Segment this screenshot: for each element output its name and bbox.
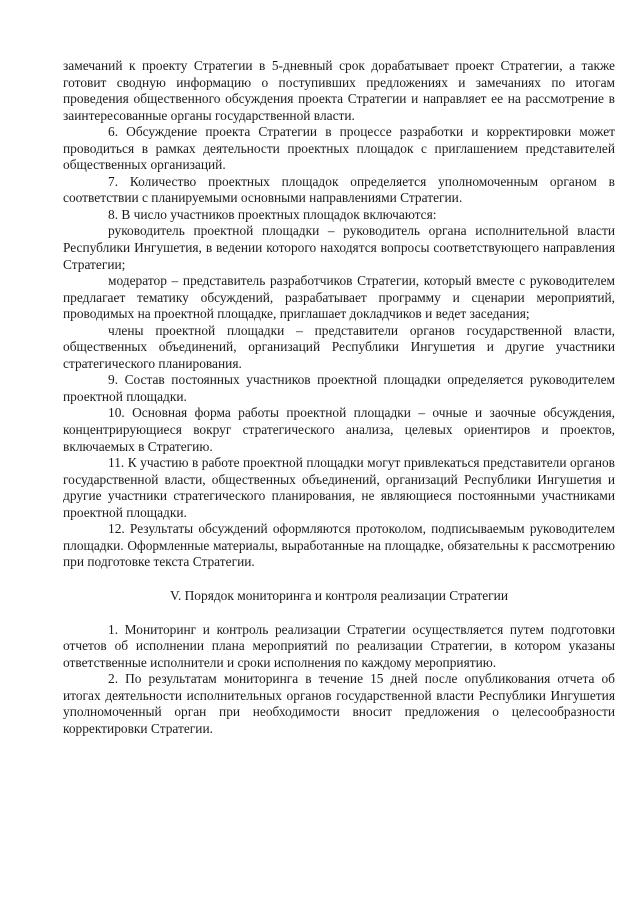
document-page	[63, 58, 615, 737]
paragraph-8-item-head: руководитель проектной площадки – руководитель органа исполнительной власти Республики Ингушетия, в ведении которого находятся вопросы соответствующего направления Стратегии;	[63, 223, 615, 272]
paragraph-8-item-moderator: модератор – представитель разработчиков Стратегии, который вместе с руководителем предлагает тематику обсуждений, разрабатывает программу и сценарии мероприятий, проводимых на проектной площадке, приглашает докладчиков и ведет заседания;	[63, 273, 615, 322]
paragraph-7: 7. Количество проектных площадок определяется уполномоченным органом в соответствии с планируемыми основными направлениями Стратегии.	[63, 173, 615, 206]
section-v-paragraph-2: 2. По результатам мониторинга в течение 15 дней после опубликования отчета об итогах деятельности исполнительных органов государственной власти Республики Ингушетия уполномоченный орган при необходимости вносит предложения о целесообразности корректировки Стратегии.	[63, 671, 615, 736]
paragraph-10: 10. Основная форма работы проектной площадки – очные и заочные обсуждения, концентрирующиеся вокруг стратегического анализа, целевых ориентиров и проектов, включаемых в Стратегию.	[63, 405, 615, 454]
section-heading: V. Порядок мониторинга и контроля реализации Стратегии	[170, 587, 508, 603]
paragraph-continuation: замечаний к проекту Стратегии в 5-дневный срок дорабатывает проект Стратегии, а также готовит сводную информацию о поступивших предложениях и замечаниях по итогам проведения общественного обсуждения проекта Стратегии и направляет ее на рассмотрение в заинтересованные органы государственной власти.	[63, 58, 615, 123]
paragraph-11: 11. К участию в работе проектной площадки могут привлекаться представители органов государственной власти, общественных объединений, организаций Республики Ингушетия и другие участники стратегического планирования, не являющиеся постоянными участниками проектной площадки.	[63, 455, 615, 520]
paragraph-9: 9. Состав постоянных участников проектной площадки определяется руководителем проектной площадки.	[63, 372, 615, 404]
paragraph-8: 8. В число участников проектных площадок включаются:	[108, 206, 437, 222]
paragraph-8-item-members: члены проектной площадки – представители органов государственной власти, общественных объединений, организаций Республики Ингушетия и другие участники стратегического планирования.	[63, 322, 615, 371]
paragraph-6: 6. Обсуждение проекта Стратегии в процессе разработки и корректировки может проводиться в рамках деятельности проектных площадок с приглашением представителей общественных организаций.	[63, 124, 615, 173]
section-v-paragraph-1: 1. Мониторинг и контроль реализации Стратегии осуществляется путем подготовки отчетов об исполнении плана мероприятий по реализации Стратегии, в котором указаны ответственные исполнители и сроки исполнения по каждому мероприятию.	[63, 621, 615, 670]
paragraph-12: 12. Результаты обсуждений оформляются протоколом, подписываемым руководителем площадки. Оформленные материалы, выработанные на площадке, обязательны к рассмотрению при подготовке текста Стратегии.	[63, 521, 615, 570]
